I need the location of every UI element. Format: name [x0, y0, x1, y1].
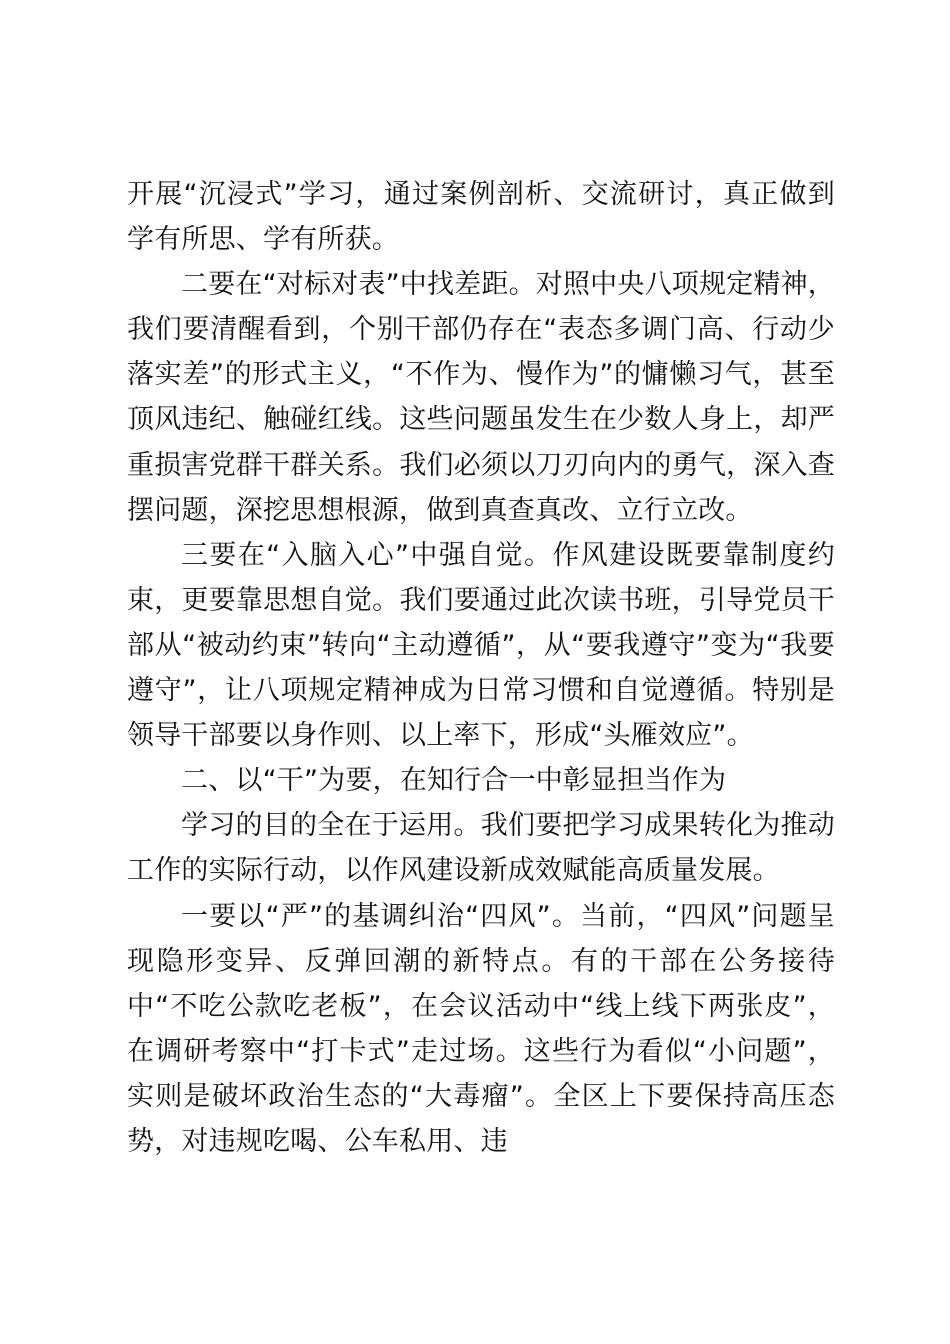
paragraph-learning-purpose: 学习的目的全在于运用。我们要把学习成果转化为推动工作的实际行动，以作风建设新成效赋能高质量发展。: [127, 810, 835, 887]
paragraph-strengthen-awareness: 三要在“入脑入心”中强自觉。作风建设既要靠制度约束，更要靠思想自觉。我们要通过此次读书班，引导党员干部从“被动约束”转向“主动遵循”，从“要我遵守”变为“我要遵守”，让八项规定精神成为日常习惯和自觉遵循。特别是领导干部要以身作则、以上率下，形成“头雁效应”。: [127, 539, 835, 752]
paragraph-find-gaps: 二要在“对标对表”中找差距。对照中央八项规定精神，我们要清醒看到，个别干部仍存在“表态多调门高、行动少落实差”的形式主义，“不作为、慢作为”的慵懒习气，甚至顶风违纪、触碰红线。这些问题虽发生在少数人身上，却严重损害党群干群关系。我们必须以刀刃向内的勇气，深入查摆问题，深挖思想根源，做到真查真改、立行立改。: [127, 269, 835, 526]
document-body: [127, 172, 835, 1164]
section-heading: 二、以“干”为要，在知行合一中彰显担当作为: [181, 765, 727, 797]
paragraph-four-winds: 一要以“严”的基调纠治“四风”。当前，“四风”问题呈现隐形变异、反弹回潮的新特点。有的干部在公务接待中“不吃公款吃老板”，在会议活动中“线上线下两张皮”，在调研考察中“打卡式”走过场。这些行为看似“小问题”，实则是破坏政治生态的“大毒瘤”。全区上下要保持高压态势，对违规吃喝、公车私用、违: [127, 900, 835, 1157]
paragraph-continuation: 开展“沉浸式”学习，通过案例剖析、交流研讨，真正做到学有所思、学有所获。: [127, 179, 835, 256]
